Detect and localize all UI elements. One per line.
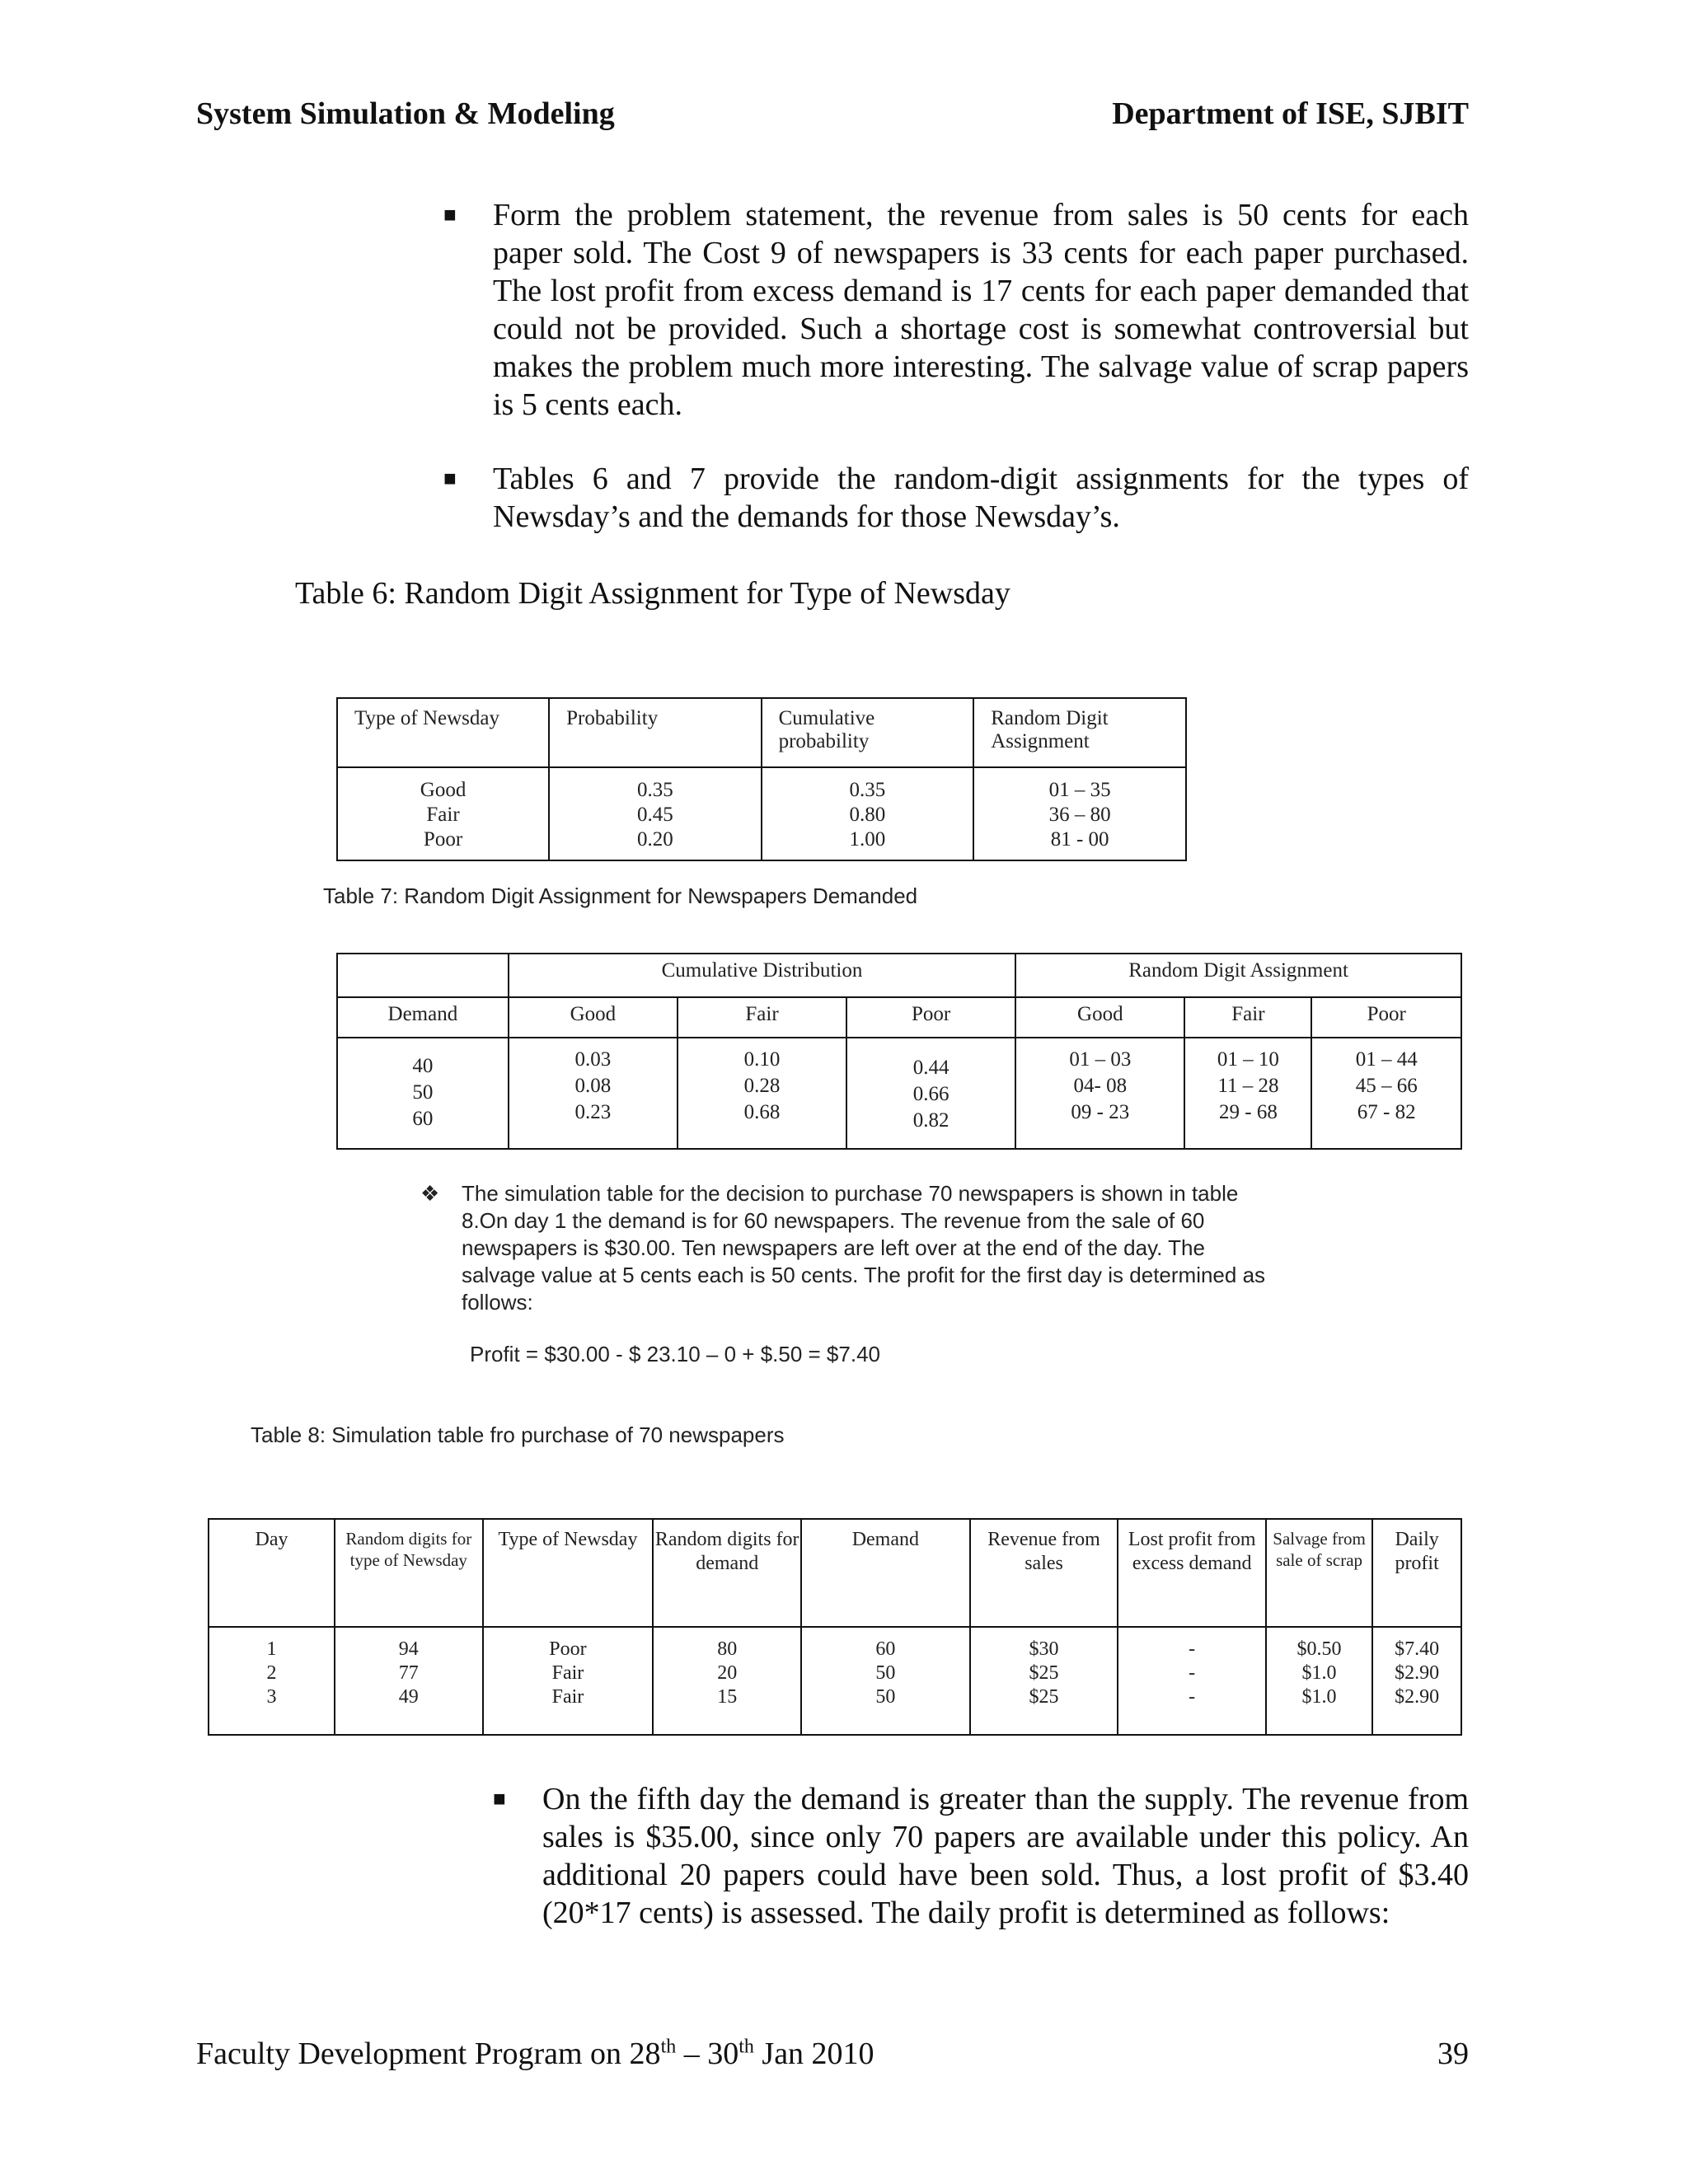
table-cell bbox=[549, 767, 762, 860]
cell-value: 0.10 bbox=[743, 1048, 781, 1071]
cell-value: 0.82 bbox=[912, 1109, 950, 1132]
footer-superscript: th bbox=[738, 2036, 754, 2058]
cell-value: 1.00 bbox=[849, 828, 886, 851]
table-cell bbox=[337, 767, 549, 860]
table-header-cell: Fair bbox=[678, 997, 846, 1038]
bullet-tables-intro bbox=[443, 460, 1469, 536]
cell-value: 77 bbox=[398, 1662, 419, 1684]
table-group-row bbox=[337, 954, 1461, 997]
cell-value: 01 – 44 bbox=[1355, 1048, 1418, 1071]
table-header-cell: Demand bbox=[337, 997, 509, 1038]
cell-value: 50 bbox=[875, 1686, 896, 1708]
table-cell bbox=[1184, 1038, 1311, 1149]
cell-value: 50 bbox=[875, 1662, 896, 1684]
cell-value: 11 – 28 bbox=[1217, 1075, 1279, 1097]
cell-value: 2 bbox=[266, 1662, 277, 1684]
cell-value: 09 - 23 bbox=[1071, 1101, 1130, 1123]
cell-value: Poor bbox=[549, 1638, 587, 1660]
header-course-title: System Simulation & Modeling bbox=[196, 96, 615, 131]
profit-formula: Profit = $30.00 - $ 23.10 – 0 + $.50 = $7.40 bbox=[470, 1342, 880, 1366]
cell-value: - bbox=[1189, 1662, 1196, 1684]
table-row bbox=[337, 1038, 1461, 1149]
cell-value: $1.0 bbox=[1301, 1686, 1337, 1708]
cell-value: 01 – 10 bbox=[1217, 1048, 1279, 1071]
cell-value: 50 bbox=[412, 1081, 434, 1104]
footer-superscript: th bbox=[660, 2036, 677, 2058]
table-header-cell: Type of Newsday bbox=[337, 698, 549, 767]
cell-value: Fair bbox=[551, 1662, 584, 1684]
table-header-cell: Demand bbox=[801, 1519, 970, 1627]
table-group-header: Cumulative Distribution bbox=[509, 954, 1015, 997]
footer-text: – 30 bbox=[676, 2036, 739, 2071]
cell-value: 80 bbox=[717, 1638, 738, 1660]
table-header-cell: Random digits for demand bbox=[653, 1519, 801, 1627]
cell-value: 04- 08 bbox=[1073, 1075, 1128, 1097]
cell-value: $0.50 bbox=[1296, 1638, 1342, 1660]
table-cell bbox=[678, 1038, 846, 1149]
table-header-cell: Random digits for type of Newsday bbox=[335, 1519, 483, 1627]
table-header-cell: Poor bbox=[1311, 997, 1461, 1038]
table8-caption: Table 8: Simulation table fro purchase of 70 newspapers bbox=[251, 1422, 785, 1447]
table-group-header: Random Digit Assignment bbox=[1015, 954, 1461, 997]
cell-value: 3 bbox=[266, 1686, 277, 1708]
bullet-text: Tables 6 and 7 provide the random-digit assignments for the types of Newsday’s and the demands for those Newsday’s. bbox=[493, 462, 1469, 534]
cell-value: Poor bbox=[423, 828, 463, 851]
cell-value: 15 bbox=[717, 1686, 738, 1708]
cell-value: 0.44 bbox=[912, 1057, 950, 1079]
cell-value: 36 – 80 bbox=[1048, 804, 1111, 826]
table-header-cell: Daily profit bbox=[1372, 1519, 1461, 1627]
table-header-cell: Good bbox=[509, 997, 678, 1038]
cell-value: 94 bbox=[398, 1638, 419, 1660]
cell-value: 0.03 bbox=[574, 1048, 612, 1071]
header-department: Department of ISE, SJBIT bbox=[1112, 96, 1469, 131]
table-header-cell bbox=[337, 954, 509, 997]
table-cell bbox=[509, 1038, 678, 1149]
footer-text: Jan 2010 bbox=[753, 2036, 874, 2071]
cell-value: 0.35 bbox=[636, 779, 673, 801]
cell-value: 0.66 bbox=[912, 1083, 950, 1105]
table-row bbox=[209, 1627, 1461, 1735]
square-bullet-icon: ■ bbox=[443, 203, 457, 227]
simulation-note bbox=[420, 1180, 1282, 1316]
table-cell bbox=[973, 767, 1186, 860]
diamond-bullet-icon: ❖ bbox=[420, 1181, 440, 1206]
cell-value: $1.0 bbox=[1301, 1662, 1337, 1684]
cell-value: 29 - 68 bbox=[1219, 1101, 1278, 1123]
table-header-cell: Probability bbox=[549, 698, 762, 767]
table-cell bbox=[483, 1627, 654, 1735]
table-header-cell: Salvage from sale of scrap bbox=[1266, 1519, 1372, 1627]
table-cell bbox=[1311, 1038, 1461, 1149]
cell-value: 0.20 bbox=[636, 828, 673, 851]
cell-value: 0.35 bbox=[849, 779, 886, 801]
cell-value: $2.90 bbox=[1395, 1662, 1440, 1684]
cell-value: 1 bbox=[266, 1638, 277, 1660]
cell-value: Fair bbox=[426, 804, 460, 826]
bullet-fifth-day bbox=[493, 1780, 1469, 1932]
table-cell bbox=[209, 1627, 335, 1735]
table-cell bbox=[653, 1627, 801, 1735]
table-header-cell: Type of Newsday bbox=[483, 1519, 654, 1627]
cell-value: 40 bbox=[412, 1055, 434, 1077]
square-bullet-icon: ■ bbox=[493, 1787, 506, 1811]
table-7 bbox=[336, 953, 1462, 1150]
table-cell bbox=[1266, 1627, 1372, 1735]
cell-value: $7.40 bbox=[1395, 1638, 1440, 1660]
table-cell bbox=[337, 1038, 509, 1149]
cell-value: 0.28 bbox=[743, 1075, 781, 1097]
table7-caption: Table 7: Random Digit Assignment for Newspapers Demanded bbox=[323, 883, 918, 908]
cell-value: 60 bbox=[412, 1108, 434, 1130]
table-header-cell: Cumulative probability bbox=[762, 698, 974, 767]
table-header-cell: Poor bbox=[846, 997, 1015, 1038]
table-row bbox=[337, 767, 1186, 860]
cell-value: $25 bbox=[1029, 1662, 1059, 1684]
cell-value: $2.90 bbox=[1395, 1686, 1440, 1708]
footer-text: Faculty Development Program on 28 bbox=[196, 2036, 661, 2071]
table-6 bbox=[336, 697, 1187, 861]
cell-value: - bbox=[1189, 1638, 1196, 1660]
table-header-cell: Day bbox=[209, 1519, 335, 1627]
table-header-row bbox=[209, 1519, 1461, 1627]
table-cell bbox=[970, 1627, 1118, 1735]
table-header-cell: Fair bbox=[1184, 997, 1311, 1038]
bullet-text: Form the problem statement, the revenue from sales is 50 cents for each paper sold. The Cost 9 of newspapers is 33 cents for each paper purchased. The lost profit from excess demand is 17 cents for each paper demanded that could not be provided. Such a shortage cost is somewhat controversial but makes the problem much more interesting. The salvage value of scrap papers is 5 cents each. bbox=[493, 198, 1469, 422]
table-cell bbox=[1372, 1627, 1461, 1735]
cell-value: 0.08 bbox=[574, 1075, 612, 1097]
footer-program bbox=[196, 2036, 874, 2072]
table-cell bbox=[335, 1627, 483, 1735]
table-header-cell: Good bbox=[1015, 997, 1184, 1038]
cell-value: $30 bbox=[1029, 1638, 1059, 1660]
cell-value: Good bbox=[420, 779, 467, 801]
cell-value: Fair bbox=[551, 1686, 584, 1708]
bullet-problem-statement bbox=[443, 196, 1469, 424]
table6-caption: Table 6: Random Digit Assignment for Type of Newsday bbox=[295, 576, 1010, 611]
simulation-note-text: The simulation table for the decision to purchase 70 newspapers is shown in table 8.On day 1 the demand is for 60 newspapers. The revenue from the sale of 60 newspapers is $30.00. Ten newspapers are left over at the end of the day. The salvage value at 5 cents each is 50 cents. The profit for the first day is determined as follows: bbox=[462, 1181, 1266, 1315]
bullet-text: On the fifth day the demand is greater than the supply. The revenue from sales is $35.00, since only 70 papers are available under this policy. An additional 20 papers could have been sold. Thus, a lost profit of $3.40 (20*17 cents) is assessed. The daily profit is determined as follows: bbox=[542, 1782, 1469, 1930]
cell-value: 0.45 bbox=[636, 804, 673, 826]
table-header-cell: Revenue from sales bbox=[970, 1519, 1118, 1627]
cell-value: 0.23 bbox=[574, 1101, 612, 1123]
table-cell bbox=[846, 1038, 1015, 1149]
cell-value: 81 - 00 bbox=[1050, 828, 1109, 851]
cell-value: 01 – 03 bbox=[1069, 1048, 1132, 1071]
table-header-cell: Lost profit from excess demand bbox=[1118, 1519, 1265, 1627]
table-cell bbox=[1118, 1627, 1265, 1735]
cell-value: 20 bbox=[717, 1662, 738, 1684]
page-number: 39 bbox=[1437, 2036, 1469, 2071]
cell-value: 67 - 82 bbox=[1357, 1101, 1416, 1123]
square-bullet-icon: ■ bbox=[443, 466, 457, 490]
table-header-row bbox=[337, 997, 1461, 1038]
table-header-row bbox=[337, 698, 1186, 767]
cell-value: 0.68 bbox=[743, 1101, 781, 1123]
table-cell bbox=[801, 1627, 970, 1735]
table-cell bbox=[1015, 1038, 1184, 1149]
cell-value: $25 bbox=[1029, 1686, 1059, 1708]
cell-value: 01 – 35 bbox=[1048, 779, 1111, 801]
table-header-cell: Random Digit Assignment bbox=[973, 698, 1186, 767]
table-8 bbox=[208, 1518, 1462, 1736]
cell-value: 45 – 66 bbox=[1355, 1075, 1418, 1097]
cell-value: 49 bbox=[398, 1686, 419, 1708]
cell-value: - bbox=[1189, 1686, 1196, 1708]
table-cell bbox=[762, 767, 974, 860]
cell-value: 0.80 bbox=[849, 804, 886, 826]
cell-value: 60 bbox=[875, 1638, 896, 1660]
